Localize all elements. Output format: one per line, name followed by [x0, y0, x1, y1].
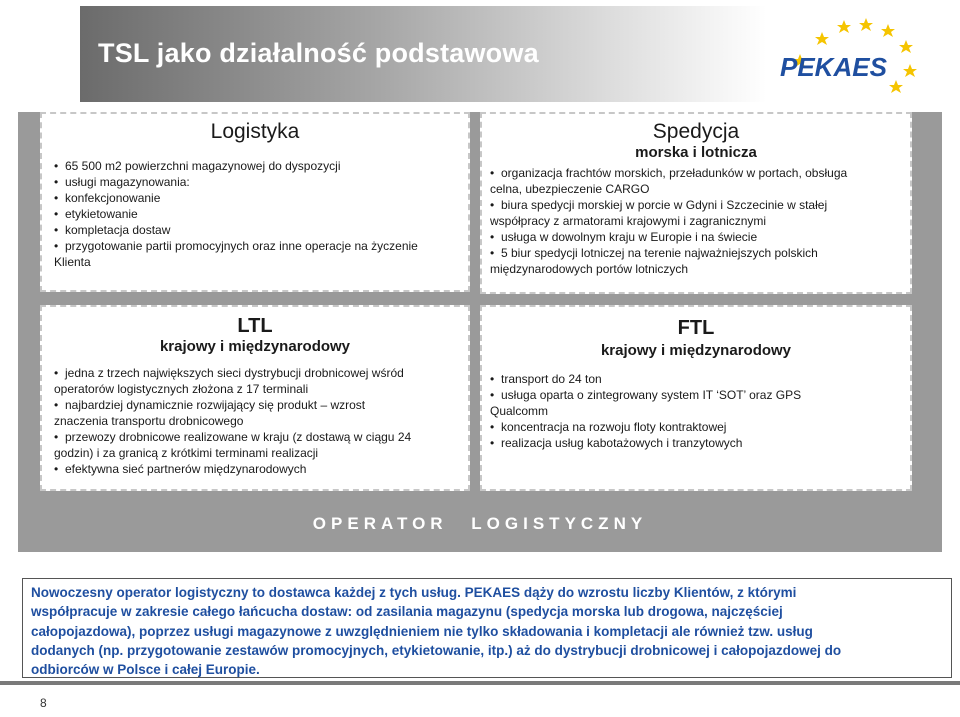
page-number: 8 — [40, 696, 47, 710]
list-item-continuation: operatorów logistycznych złożona z 17 terminali — [54, 382, 309, 396]
list-item-continuation: godzin) i za granicą z krótkimi terminami realizacji — [54, 446, 319, 460]
list-item: • konfekcjonowanie — [54, 190, 468, 206]
logistyka-title: Logistyka — [210, 120, 300, 143]
list-item: • efektywna sieć partnerów międzynarodowych — [54, 461, 468, 477]
ftl-title: FTL — [677, 317, 715, 339]
ftl-subtitle: krajowy i międzynarodowy — [600, 342, 792, 359]
list-item-continuation: międzynarodowych portów lotniczych — [490, 262, 689, 276]
logistyka-list — [54, 158, 468, 270]
list-item: • biura spedycji morskiej w porcie w Gdyni i Szczecinie w stałej — [490, 197, 910, 213]
list-item: • organizacja frachtów morskich, przeładunków w portach, obsługa — [490, 165, 910, 181]
list-item: • najbardziej dynamicznie rozwijający się produkt – wzrost — [54, 397, 468, 413]
slide-title: TSL jako działalność podstawowa — [98, 38, 539, 68]
list-item-continuation: współpracy z armatorami krajowymi i zagranicznymi — [490, 214, 767, 228]
ltl-subtitle: krajowy i międzynarodowy — [159, 338, 351, 355]
summary-line: całopojazdowa), poprzez usługi magazynowe z uwzględnieniem nie tylko składowania i kompletacji ale również tzw. usług — [31, 623, 813, 639]
list-item: • usługi magazynowania: — [54, 174, 468, 190]
ftl-list — [490, 371, 910, 451]
list-item: • jedna z trzech największych sieci dystrybucji drobnicowej wśród — [54, 365, 468, 381]
ltl-list — [54, 365, 468, 477]
list-item: • 5 biur spedycji lotniczej na terenie najważniejszych polskich — [490, 245, 910, 261]
spedycja-title: Spedycja — [652, 120, 740, 143]
list-item: • realizacja usług kabotażowych i tranzytowych — [490, 435, 910, 451]
ftl-box — [480, 305, 912, 491]
list-item: • przygotowanie partii promocyjnych oraz inne operacje na życzenie — [54, 238, 468, 254]
list-item: • transport do 24 ton — [490, 371, 910, 387]
list-item: • koncentracja na rozwoju floty kontraktowej — [490, 419, 910, 435]
spedycja-subtitle: morska i lotnicza — [635, 144, 757, 161]
summary-line: dodanych (np. przygotowanie zestawów promocyjnych, etykietowanie, itp.) aż do dystrybucji drobnicowej i całopojazdowej do — [31, 642, 842, 658]
list-item-continuation: Qualcomm — [490, 404, 549, 418]
footer-divider — [0, 681, 960, 685]
spedycja-box — [480, 112, 912, 294]
spedycja-list — [490, 165, 910, 277]
summary-line: odbiorców w Polsce i całej Europie. — [31, 662, 260, 678]
list-item: • przewozy drobnicowe realizowane w kraju (z dostawą w ciągu 24 — [54, 429, 468, 445]
ltl-title: LTL — [237, 315, 273, 337]
list-item: • usługa w dowolnym kraju w Europie i na świecie — [490, 229, 910, 245]
summary-line: współpracuje w zakresie całego łańcucha dostaw: od zasilania magazynu (spedycja morska lub drogowa, najczęściej — [31, 604, 783, 620]
list-item: • etykietowanie — [54, 206, 468, 222]
ltl-box — [40, 305, 470, 491]
operator-logistyczny-label: OPERATOR LOGISTYCZNY — [312, 514, 648, 533]
logo-text: PEKAES — [780, 52, 887, 82]
list-item: • usługa oparta o zintegrowany system IT ‘SOT’ oraz GPS — [490, 387, 910, 403]
summary-line: Nowoczesny operator logistyczny to dostawca każdej z tych usług. PEKAES dąży do wzrostu liczby Klientów, z którymi — [31, 585, 797, 600]
list-item-continuation: znaczenia transportu drobnicowego — [54, 414, 244, 428]
summary-box — [22, 578, 952, 678]
pekaes-logo — [760, 14, 930, 94]
logistyka-box — [40, 112, 470, 292]
list-item-continuation: celna, ubezpieczenie CARGO — [490, 182, 650, 196]
list-item: • kompletacja dostaw — [54, 222, 468, 238]
list-item-continuation: Klienta — [54, 255, 91, 269]
list-item: • 65 500 m2 powierzchni magazynowej do dyspozycji — [54, 158, 468, 174]
